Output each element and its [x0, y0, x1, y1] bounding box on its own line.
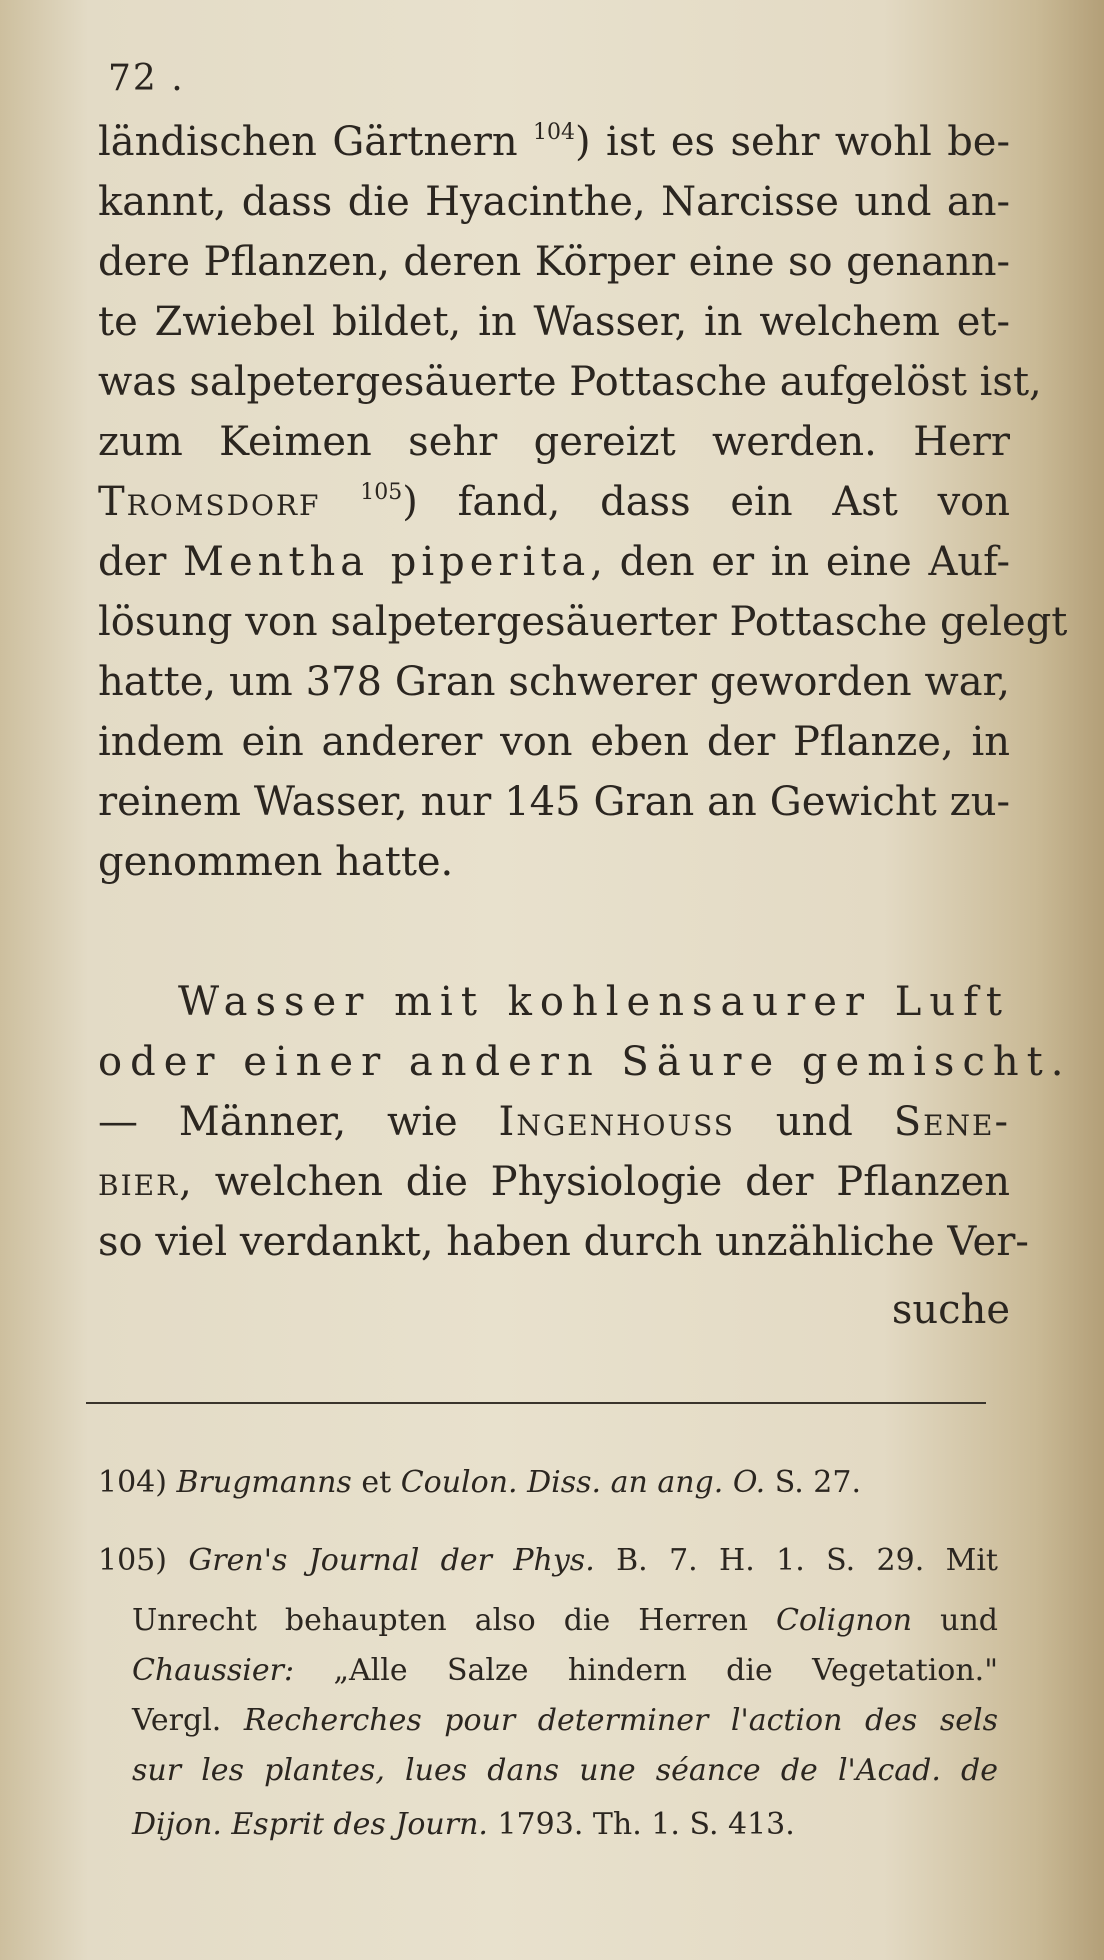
- text-run: „Alle Salze hindern die Vegetation.": [294, 1653, 998, 1688]
- text-line: genommen hatte.: [98, 839, 454, 885]
- text-run: der: [98, 539, 184, 585]
- text-line: [98, 1159, 1010, 1205]
- text-line: [98, 1099, 1010, 1145]
- text-run: ) ist es sehr wohl be-: [575, 119, 1010, 165]
- footnote-105-line: [132, 1603, 998, 1638]
- footnote-105-line: sur les plantes, lues dans une séance de l'Acad. de: [132, 1753, 998, 1788]
- text-run: , den er in eine Auf-: [590, 539, 1010, 585]
- footnote-105-line: [132, 1807, 998, 1842]
- person-name: Colignon: [776, 1603, 913, 1638]
- section-heading-line: Wasser mit kohlensaurer Luft: [178, 979, 1010, 1025]
- person-name: Ingenhouss: [498, 1099, 735, 1145]
- catchword: suche: [891, 1287, 1010, 1333]
- person-name: Tromsdorf: [98, 479, 321, 525]
- text-run: et: [351, 1465, 401, 1500]
- page-number: 72 .: [108, 58, 185, 99]
- text-run: — Männer, wie: [98, 1099, 499, 1145]
- text-line: [98, 119, 1010, 165]
- text-line: was salpetergesäuerte Pottasche aufgelöst ist,: [98, 359, 1042, 405]
- text-line: [98, 479, 1011, 525]
- text-run: Vergl.: [132, 1703, 244, 1738]
- footnote-105-line: [132, 1703, 998, 1738]
- text-line: reinem Wasser, nur 145 Gran an Gewicht zu-: [98, 779, 1010, 825]
- text-run: S. 27.: [765, 1465, 862, 1500]
- text-line: dere Pflanzen, deren Körper eine so genann-: [98, 239, 1010, 285]
- text-run: Brugmanns: [176, 1465, 352, 1500]
- text-run: und: [734, 1099, 894, 1145]
- text-line: indem ein anderer von eben der Pflanze, in: [98, 719, 1010, 765]
- text-line: zum Keimen sehr gereizt werden. Herr: [98, 419, 1010, 465]
- footnote-number: 104): [98, 1465, 177, 1500]
- footnote-divider: [86, 1402, 986, 1404]
- text-run: ländischen Gärtnern: [98, 119, 534, 165]
- text-line: lösung von salpetergesäuerter Pottasche gelegt: [98, 599, 1068, 645]
- footnote-104: [98, 1465, 998, 1500]
- text-run: Unrecht behaupten also die Herren: [132, 1603, 776, 1638]
- text-run: ) fand, dass ein Ast von: [402, 479, 1011, 525]
- text-run: , welchen die Physiologie der Pflanzen: [179, 1159, 1010, 1205]
- text-line: te Zwiebel bildet, in Wasser, in welchem et-: [98, 299, 1010, 345]
- person-name: bier: [98, 1159, 180, 1205]
- plant-name: Mentha piperita: [183, 539, 591, 585]
- footnote-ref-104: 104: [533, 120, 576, 145]
- footnote-number: 105): [98, 1543, 189, 1578]
- text-run: Coulon. Diss. an ang. O.: [400, 1465, 766, 1500]
- text-run: und: [912, 1603, 998, 1638]
- text-run: Gren's Journal der Phys.: [188, 1543, 595, 1578]
- footnote-105-line: [98, 1543, 998, 1578]
- section-heading-line: oder einer andern Säure gemischt.: [98, 1039, 1072, 1085]
- person-name: Chaussier:: [132, 1653, 295, 1688]
- text-run: B. 7. H. 1. S. 29. Mit: [594, 1543, 998, 1578]
- text-line: so viel verdankt, haben durch unzähliche Ver-: [98, 1219, 1029, 1265]
- text-run: Dijon. Esprit des Journ.: [132, 1807, 488, 1842]
- text-run: Recherches pour determiner l'action des sels: [243, 1703, 998, 1738]
- text-line: [98, 539, 1010, 585]
- text-line: hatte, um 378 Gran schwerer geworden war,: [98, 659, 1010, 705]
- person-name: Sene-: [893, 1099, 1010, 1145]
- footnote-105-line: [132, 1653, 998, 1688]
- text-run: 1793. Th. 1. S. 413.: [487, 1807, 795, 1842]
- footnote-ref-105: 105: [360, 480, 403, 505]
- text-line: kannt, dass die Hyacinthe, Narcisse und an-: [98, 179, 1010, 225]
